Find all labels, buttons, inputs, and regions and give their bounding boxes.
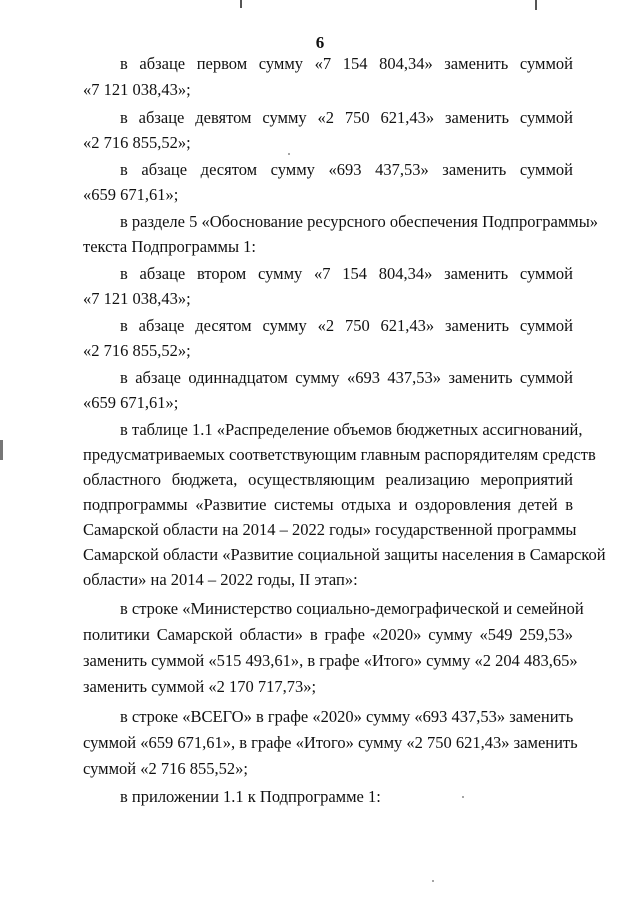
text-line: предусматриваемых соответствующим главным распорядителям средств	[83, 445, 596, 464]
text-line: областного бюджета, осуществляющим реализацию мероприятий	[83, 470, 573, 489]
scan-mark	[240, 0, 242, 8]
text-line: в таблице 1.1 «Распределение объемов бюджетных ассигнований,	[120, 420, 583, 439]
text-line: заменить суммой «515 493,61», в графе «Итого» сумму «2 204 483,65»	[83, 651, 578, 670]
scan-speck	[432, 880, 434, 882]
scan-mark	[0, 440, 3, 460]
text-line: «7 121 038,43»;	[83, 80, 191, 99]
text-line: «7 121 038,43»;	[83, 289, 191, 308]
text-line: текста Подпрограммы 1:	[83, 237, 257, 256]
page-number: 6	[315, 33, 325, 52]
scan-mark	[535, 0, 537, 10]
text-line: в разделе 5 «Обоснование ресурсного обеспечения Подпрограммы»	[120, 212, 599, 231]
text-line: «659 671,61»;	[83, 185, 179, 204]
text-line: Самарской области «Развитие социальной защиты населения в Самарской	[83, 545, 606, 564]
text-line: суммой «659 671,61», в графе «Итого» сумму «2 750 621,43» заменить	[83, 733, 578, 752]
text-line: «2 716 855,52»;	[83, 133, 191, 152]
text-line: «659 671,61»;	[83, 393, 179, 412]
text-line: в приложении 1.1 к Подпрограмме 1:	[120, 787, 381, 806]
text-line: в абзаце десятом сумму «693 437,53» заменить суммой	[120, 160, 573, 179]
text-line: в строке «Министерство социально-демографической и семейной	[120, 599, 584, 618]
text-line: в строке «ВСЕГО» в графе «2020» сумму «693 437,53» заменить	[120, 707, 574, 726]
text-line: политики Самарской области» в графе «2020» сумму «549 259,53»	[83, 625, 573, 644]
text-line: в абзаце десятом сумму «2 750 621,43» заменить суммой	[120, 316, 573, 335]
text-line: в абзаце девятом сумму «2 750 621,43» заменить суммой	[120, 108, 573, 127]
text-line: подпрограммы «Развитие системы отдыха и оздоровления детей в	[83, 495, 573, 514]
text-line: «2 716 855,52»;	[83, 341, 191, 360]
text-line: в абзаце одиннадцатом сумму «693 437,53» заменить суммой	[120, 368, 573, 387]
scan-speck	[288, 153, 290, 155]
text-line: заменить суммой «2 170 717,73»;	[83, 677, 317, 696]
text-line: в абзаце первом сумму «7 154 804,34» заменить суммой	[120, 54, 573, 73]
text-line: в абзаце втором сумму «7 154 804,34» заменить суммой	[120, 264, 573, 283]
text-line: суммой «2 716 855,52»;	[83, 759, 248, 778]
text-line: Самарской области на 2014 – 2022 годы» государственной программы	[83, 520, 577, 539]
text-line: области» на 2014 – 2022 годы, II этап»:	[83, 570, 358, 589]
